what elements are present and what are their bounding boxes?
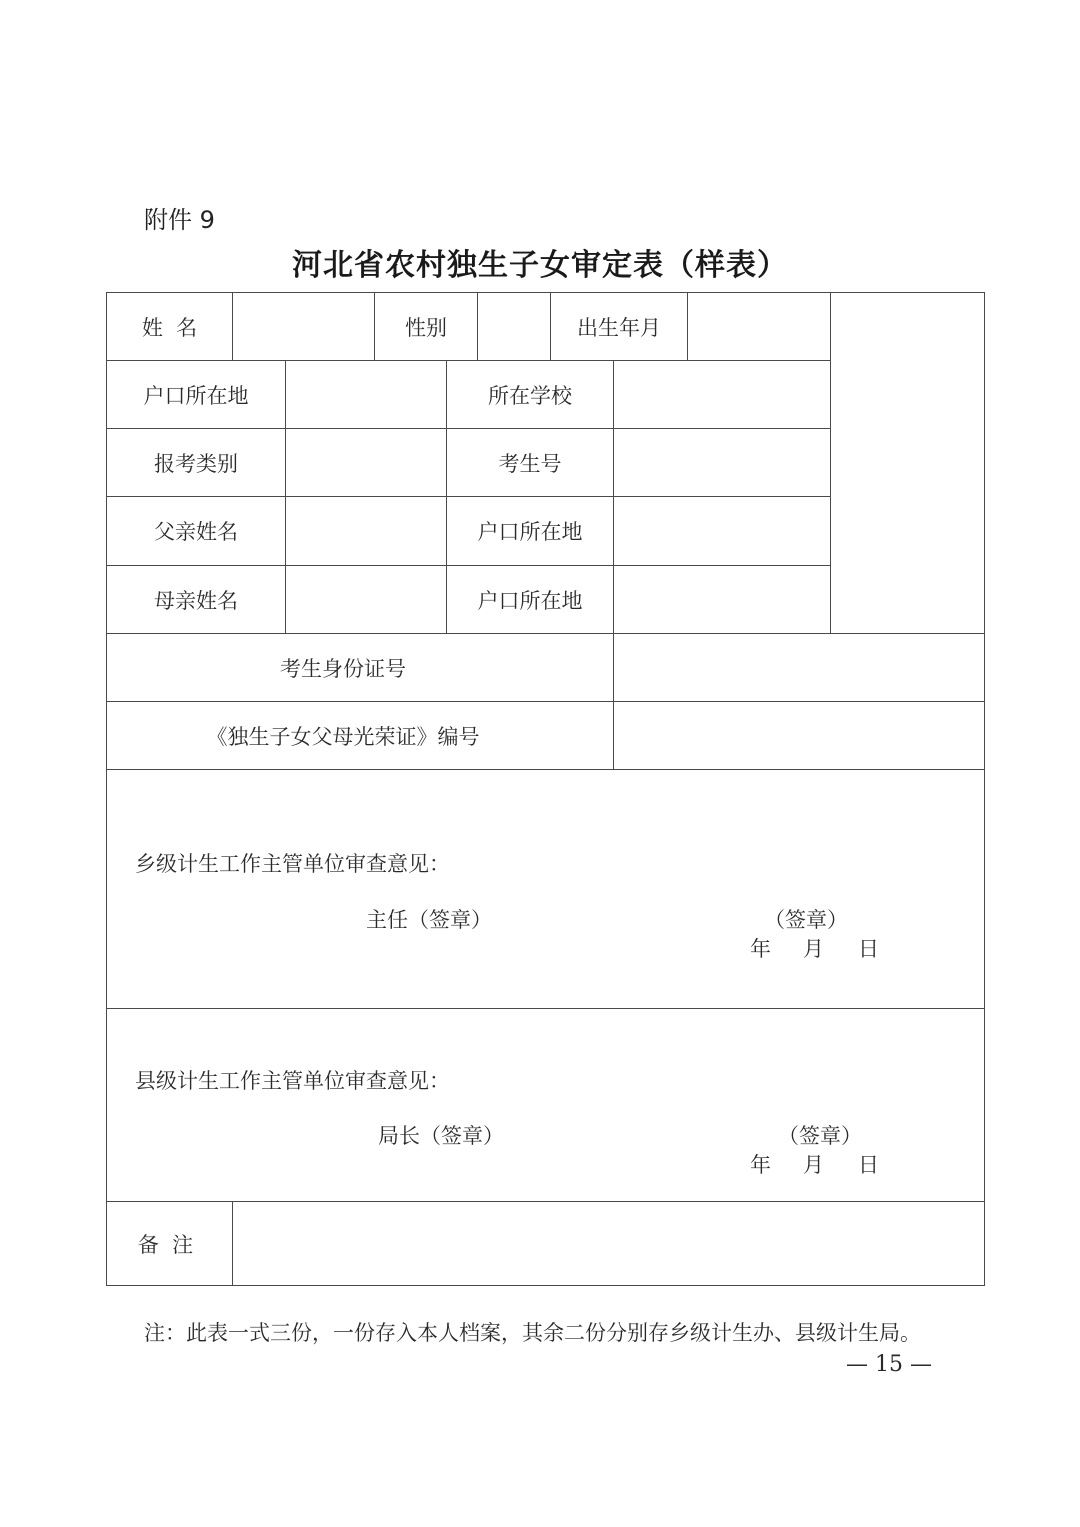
mother-hukou-label: 户口所在地 <box>477 588 583 613</box>
mother-hukou-field[interactable] <box>614 566 830 633</box>
township-director-signature: 主任（签章） <box>366 908 492 932</box>
county-director-signature: 局长（签章） <box>378 1124 504 1148</box>
remarks-field[interactable] <box>233 1202 984 1285</box>
page-number: — 15 — <box>846 1352 932 1377</box>
gender-label: 性别 <box>405 315 447 340</box>
county-seal: （签章） <box>778 1124 862 1148</box>
row-line-7 <box>106 769 985 770</box>
exam-type-label: 报考类别 <box>154 451 238 476</box>
footnote: 注：此表一式三份，一份存入本人档案，其余二份分别存乡级计生办、县级计生局。 <box>144 1321 921 1345</box>
table-border-right <box>984 292 985 1286</box>
township-date-day: 日 <box>858 937 879 961</box>
row-line-8 <box>106 1008 985 1009</box>
county-date-month: 月 <box>803 1153 824 1177</box>
id-number-field[interactable] <box>614 634 984 701</box>
name-field[interactable] <box>233 293 374 360</box>
county-date-day: 日 <box>858 1153 879 1177</box>
township-seal: （签章） <box>764 908 848 932</box>
school-field[interactable] <box>614 361 830 428</box>
father-hukou-field[interactable] <box>614 497 830 565</box>
mother-name-field[interactable] <box>286 566 446 633</box>
exam-number-label: 考生号 <box>498 451 562 476</box>
honor-certificate-label: 《独生子女父母光荣证》编号 <box>206 724 480 749</box>
photo-area <box>831 293 984 633</box>
county-opinion-label: 县级计生工作主管单位审查意见： <box>135 1069 450 1093</box>
hukou-label: 户口所在地 <box>143 383 249 408</box>
remarks-label: 备 注 <box>137 1232 194 1257</box>
school-label: 所在学校 <box>488 383 572 408</box>
township-date-year: 年 <box>750 937 771 961</box>
id-number-label: 考生身份证号 <box>280 656 406 681</box>
table-border-bottom <box>106 1285 985 1286</box>
mother-name-label: 母亲姓名 <box>154 588 238 613</box>
attachment-label: 附件 9 <box>144 206 215 234</box>
exam-type-field[interactable] <box>286 429 446 496</box>
birth-label: 出生年月 <box>577 315 661 340</box>
father-name-field[interactable] <box>286 497 446 565</box>
county-date-year: 年 <box>750 1153 771 1177</box>
gender-field[interactable] <box>478 293 550 360</box>
birth-field[interactable] <box>688 293 830 360</box>
father-name-label: 父亲姓名 <box>154 520 238 544</box>
name-label: 姓 名 <box>141 315 198 340</box>
township-date-month: 月 <box>803 937 824 961</box>
honor-certificate-field[interactable] <box>614 702 984 769</box>
hukou-field[interactable] <box>286 361 446 428</box>
township-opinion-label: 乡级计生工作主管单位审查意见： <box>135 852 450 876</box>
form-title: 河北省农村独生子女审定表（样表） <box>292 248 788 283</box>
father-hukou-label: 户口所在地 <box>477 520 583 544</box>
exam-number-field[interactable] <box>614 429 830 496</box>
